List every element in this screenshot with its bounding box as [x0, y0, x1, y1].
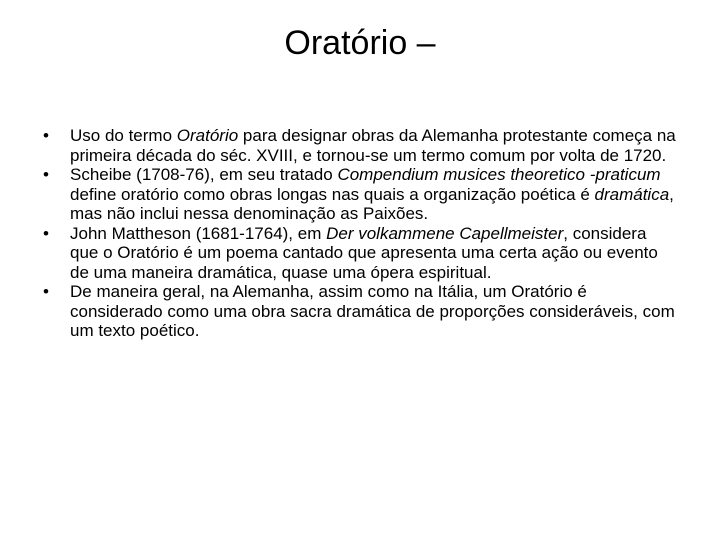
bullet-text [70, 282, 676, 341]
bullet-item [36, 165, 676, 224]
bullet-marker: • [43, 165, 49, 184]
bullet-item [36, 224, 676, 283]
bullet-segment: Uso do termo [70, 126, 177, 145]
bullet-segment: para designar obras da Alemanha protestante começa na primeira década do séc. XVIII, e tornou-se um termo comum por volta de 1720. [70, 126, 676, 165]
bullet-segment: , mas não inclui nessa denominação as Paixões. [70, 184, 674, 223]
bullet-text [70, 126, 676, 165]
bullet-marker: • [43, 282, 49, 301]
bullet-segment-italic: Oratório [176, 126, 239, 145]
bullet-segment-italic: dramática [594, 184, 670, 204]
bullet-text [70, 165, 676, 224]
bullet-segment: define oratório como obras longas nas quais a organização poética é [70, 184, 595, 204]
bullet-text [70, 224, 676, 283]
bullet-segment-italic: Der volkammene Capellmeister [326, 223, 564, 243]
bullet-marker: • [43, 223, 49, 243]
bullet-segment: John Mattheson (1681-1764), em [70, 223, 327, 243]
bullet-marker: • [43, 126, 49, 145]
bullet-segment: De maneira geral, na Alemanha, assim como na Itália, um Oratório é considerado como uma obra sacra dramática de proporções consideráveis, com um texto poético. [70, 282, 675, 340]
bullet-item [36, 126, 676, 165]
bullet-list [36, 126, 676, 341]
bullet-segment: , considera que o Oratório é um poema cantado que apresenta uma certa ação ou evento de uma maneira dramática, quase uma ópera espiritual. [70, 223, 658, 282]
bullet-segment: Scheibe (1708-76), em seu tratado [70, 165, 338, 184]
slide-title: Oratório – [284, 24, 436, 62]
bullet-item [36, 282, 676, 341]
bullet-segment-italic: Compendium musices theoretico -praticum [337, 165, 661, 184]
